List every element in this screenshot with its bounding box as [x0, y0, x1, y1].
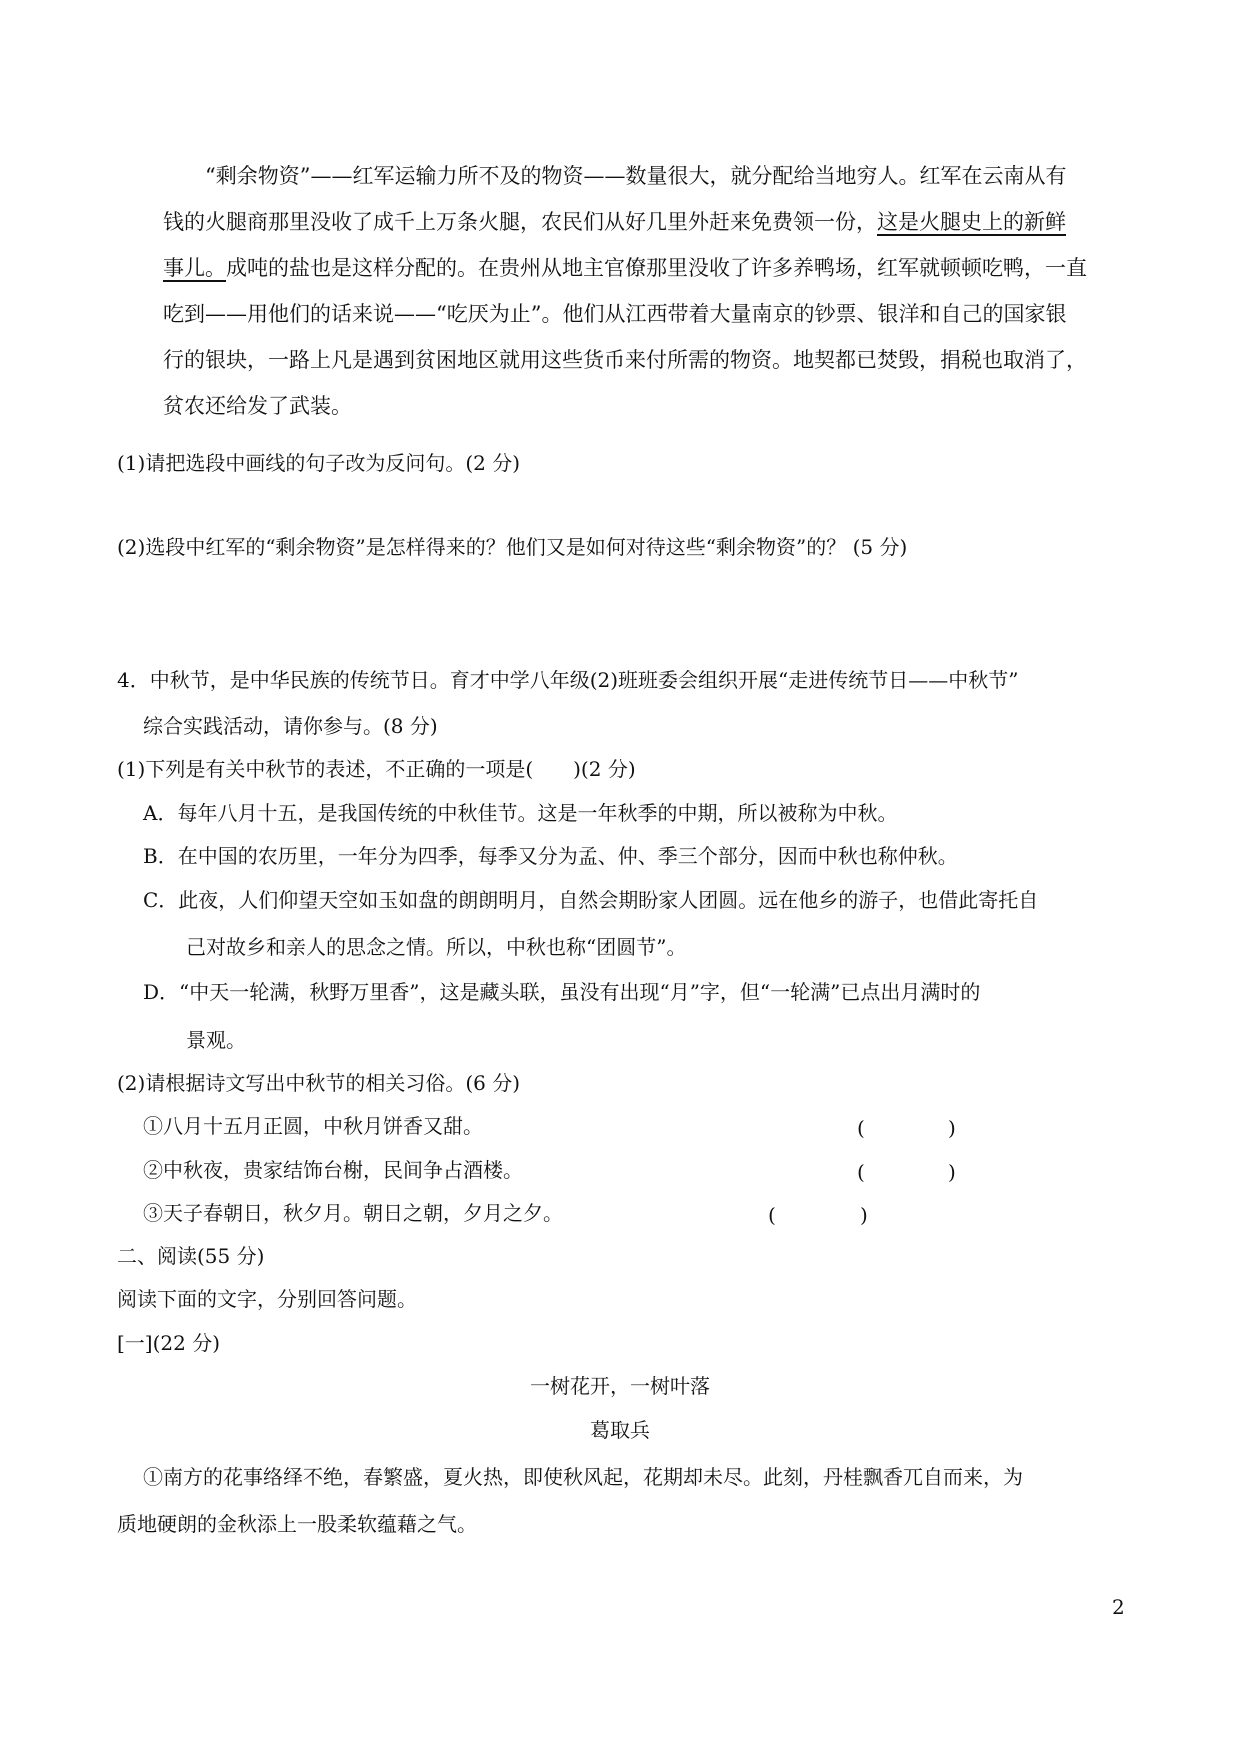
- section-2-heading: 二、阅读(55 分): [117, 1244, 265, 1268]
- option-b: B．在中国的农历里，一年分为四季，每季又分为孟、仲、季三个部分，因而中秋也称仲秋。: [143, 844, 958, 868]
- option-c-line-2: 己对故乡和亲人的思念之情。所以，中秋也称“团圆节”。: [186, 935, 687, 959]
- excerpt-line-5: 行的银块，一路上凡是遇到贫困地区就用这些货币来付所需的物资。地契都已焚毁，捐税也取消了，: [163, 348, 1087, 372]
- custom-item-1: ①八月十五月正圆，中秋月饼香又甜。: [143, 1114, 483, 1138]
- answer-paren-close-2: ): [948, 1160, 956, 1184]
- excerpt-line-3: [163, 245, 1123, 291]
- article-paragraph-1-line-2: 质地硬朗的金秋添上一股柔软蕴藉之气。: [117, 1512, 477, 1536]
- question-3-sub-1: (1)请把选段中画线的句子改为反问句。(2 分): [117, 451, 521, 475]
- reading-part-1-label: [一](22 分): [117, 1331, 221, 1355]
- custom-item-3: ③天子春朝日，秋夕月。朝日之朝，夕月之夕。: [143, 1201, 563, 1225]
- excerpt-text: 钱的火腿商那里没收了成千上万条火腿，农民们从好几里外赶来免费领一份，: [163, 210, 877, 234]
- question-4-stem-line-2: 综合实践活动，请你参与。(8 分): [143, 714, 438, 738]
- reading-instruction: 阅读下面的文字，分别回答问题。: [117, 1287, 417, 1311]
- excerpt-line-2: [163, 199, 1123, 245]
- question-4-sub-2: (2)请根据诗文写出中秋节的相关习俗。(6 分): [117, 1071, 521, 1095]
- answer-paren-open-2: (: [857, 1160, 865, 1184]
- custom-item-2: ②中秋夜，贵家结饰台榭，民间争占酒楼。: [143, 1158, 523, 1182]
- excerpt-line-1: “剩余物资”——红军运输力所不及的物资——数量很大，就分配给当地穷人。红军在云南从有: [205, 164, 1067, 188]
- question-4-stem-line-1: 4．中秋节，是中华民族的传统节日。育才中学八年级(2)班班委会组织开展“走进传统节日——中秋节”: [117, 668, 1019, 692]
- article-author: 葛取兵: [590, 1418, 650, 1442]
- excerpt-paragraph: [163, 153, 1123, 429]
- page-number: 2: [1112, 1595, 1125, 1619]
- question-4-sub-1: (1)下列是有关中秋节的表述，不正确的一项是( )(2 分): [117, 757, 636, 781]
- answer-paren-open-1: (: [857, 1116, 865, 1140]
- option-d-line-1: D．“中天一轮满，秋野万里香”，这是藏头联，虽没有出现“月”字，但“一轮满”已点出月满时的: [143, 980, 981, 1004]
- article-title: 一树花开，一树叶落: [530, 1374, 710, 1398]
- excerpt-line-6: 贫农还给发了武装。: [163, 394, 352, 418]
- answer-paren-open-3: (: [768, 1203, 776, 1227]
- answer-paren-close-3: ): [860, 1203, 868, 1227]
- article-paragraph-1-line-1: ①南方的花事络绎不绝，春繁盛，夏火热，即使秋风起，花期却未尽。此刻，丹桂飘香兀自而来，为: [143, 1465, 1023, 1489]
- option-d-line-2: 景观。: [186, 1028, 246, 1052]
- excerpt-line-4: 吃到——用他们的话来说——“吃厌为止”。他们从江西带着大量南京的钞票、银洋和自己的国家银: [163, 302, 1067, 326]
- underlined-sentence-end: 事儿。: [163, 256, 226, 280]
- answer-paren-close-1: ): [948, 1116, 956, 1140]
- underlined-sentence: 这是火腿史上的新鲜: [877, 210, 1066, 234]
- question-3-sub-2: (2)选段中红军的“剩余物资”是怎样得来的？他们又是如何对待这些“剩余物资”的？ (5 分): [117, 535, 908, 559]
- option-a: A．每年八月十五，是我国传统的中秋佳节。这是一年秋季的中期，所以被称为中秋。: [143, 801, 898, 825]
- excerpt-text: 成吨的盐也是这样分配的。在贵州从地主官僚那里没收了许多养鸭场，红军就顿顿吃鸭，一直: [226, 256, 1087, 280]
- option-c-line-1: C．此夜，人们仰望天空如玉如盘的朗朗明月，自然会期盼家人团圆。远在他乡的游子，也借此寄托自: [143, 888, 1039, 912]
